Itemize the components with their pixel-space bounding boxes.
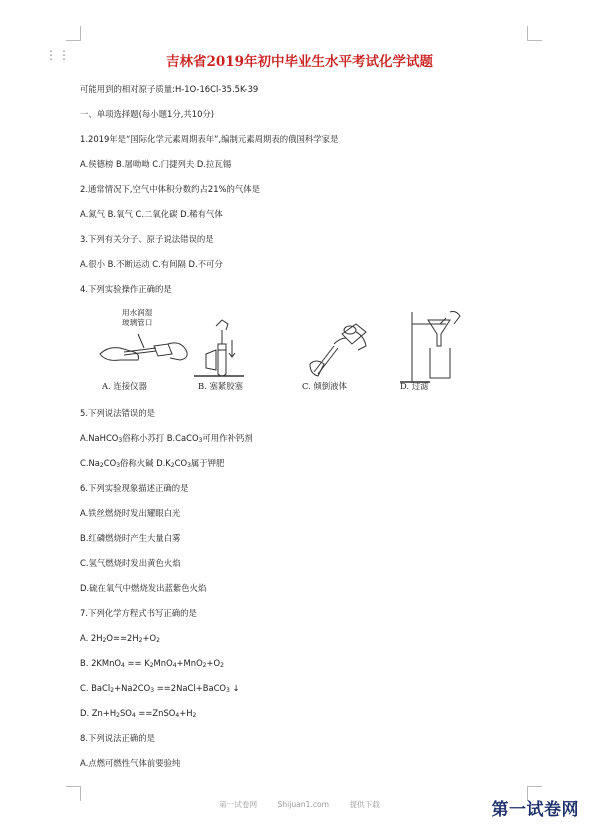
figure-annotation: 玻璃管口 — [122, 318, 153, 327]
question-8-option-a: A.点燃可燃性气体前要验纯 — [80, 758, 181, 768]
page-corner-mark — [66, 26, 81, 41]
figure-caption-c: C. 倾倒液体 — [302, 381, 347, 391]
question-5-options-cd: $C.Na_2CO_3$俗称火碱 $D.K_2CO_3$属于钾肥 — [80, 458, 225, 469]
question-8: 8.下列说法正确的是 — [80, 733, 155, 743]
connect-apparatus-drawing — [100, 334, 187, 360]
question-6-option-c: C.氢气燃烧时发出黄色火焰 — [80, 558, 181, 568]
question-7-option-a: A. $2H_2O==2H_2+O_2$ — [80, 633, 160, 644]
question-2: 2.通常情况下,空气中体积分数约占21%的气体是 — [80, 184, 261, 194]
question-3: 3.下列有关分子、原子说法错误的是 — [80, 234, 214, 244]
question-7-option-c: C. $BaCl_2+Na2CO_3$ ==2NaCl+BaCO$_3$ ↓ — [80, 683, 240, 694]
page-title: 吉林省2019年初中毕业生水平考试化学试题 — [165, 54, 434, 70]
question-1-options: A.侯德榜 B.屠呦呦 C.门捷列夫 D.拉瓦锡 — [80, 159, 232, 169]
question-4: 4.下列实验操作正确的是 — [80, 284, 172, 294]
footer-url[interactable]: Shijuan1.com — [277, 800, 330, 809]
section-heading: 一、单项选择题(每小题1分,共10分) — [80, 109, 215, 119]
question-6: 6.下列实验现象描述正确的是 — [80, 483, 189, 493]
question-6-option-b: B.红磷燃烧时产生大量白雾 — [80, 533, 181, 543]
question-1: 1.2019年是“国际化学元素周期表年”,编制元素周期表的俄国科学家是 — [80, 134, 339, 144]
question-2-options: A.氮气 B.氧气 C.二氧化碳 D.稀有气体 — [80, 209, 223, 219]
drag-handle-icon[interactable]: ⋮⋮ — [45, 48, 71, 62]
question-7: 7.下列化学方程式书写正确的是 — [80, 608, 197, 618]
atomic-masses: 可能用到的相对原子质量:H-1O-16Cl-35.5K-39 — [80, 84, 259, 94]
question-5: 5.下列说法错误的是 — [80, 408, 155, 418]
question-6-option-a: A.铁丝燃烧时发出耀眼白光 — [80, 508, 181, 518]
footer-download: 提供下载 — [349, 800, 380, 809]
lab-operations-figure — [94, 304, 474, 396]
insert-stopper-drawing — [194, 320, 244, 376]
question-7-option-d: D. $Zn+H_2SO_4$ $==ZnSO_4+H_2$ — [80, 708, 197, 719]
filtration-drawing — [400, 312, 460, 383]
pour-liquid-drawing — [310, 324, 366, 376]
question-7-option-b: B. 2KMnO$_4$ == $K_2MnO_4+MnO_2+O_2$ — [80, 658, 224, 669]
figure-annotation: 用水润湿 — [122, 308, 153, 317]
question-3-options: A.很小 B.不断运动 C.有间隔 D.不可分 — [80, 259, 223, 269]
figure-caption-a: A. 连接仪器 — [102, 381, 147, 391]
brand-watermark: 第一试卷网 — [491, 800, 579, 820]
figure-caption-b: B. 塞紧胶塞 — [198, 381, 243, 391]
footer-site-name: 第一试卷网 — [219, 800, 258, 809]
figure-caption-d: D. 过滤 — [400, 381, 429, 391]
question-6-option-d: D.硫在氧气中燃烧发出蓝紫色火焰 — [80, 583, 207, 593]
page-corner-mark — [527, 26, 542, 41]
question-5-options-ab: A.NaHCO$_3$俗称小苏打 B.CaCO$_3$可用作补钙剂 — [80, 433, 253, 444]
